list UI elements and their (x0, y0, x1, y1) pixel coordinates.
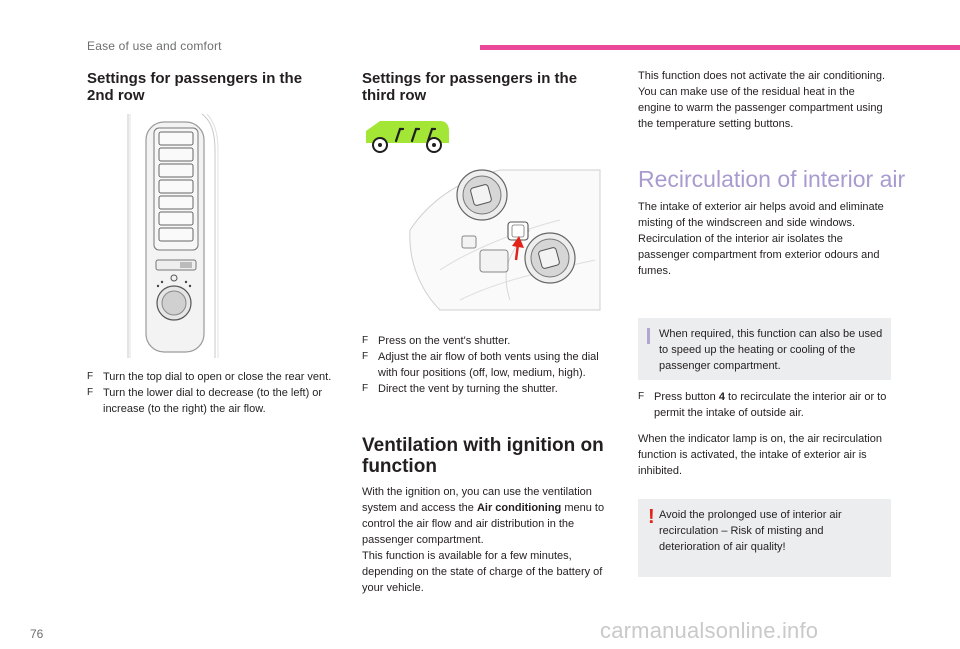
header-accent-bar (480, 45, 960, 50)
page-number: 76 (30, 627, 44, 641)
section-header-label: Ease of use and comfort (87, 39, 222, 53)
indicator-lamp-paragraph: When the indicator lamp is on, the air recirculation function is activated, the intake of exterior air is inhibited. (638, 433, 882, 477)
warning-exclamation-icon: ! (648, 506, 655, 528)
col3-intro: This function does not activate the air conditioning. You can make use of the residual heat in the engine to warm the passenger compartment using the temperature setting buttons. (638, 70, 886, 130)
step-marker: F (87, 387, 94, 398)
step-marker: F (638, 391, 645, 402)
info-icon (647, 328, 650, 344)
list-item: F Press on the vent's shutter. (362, 335, 511, 347)
recirculation-section-title: Recirculation of interior air (638, 166, 906, 192)
list-item: F Turn the top dial to open or close the rear vent. (87, 371, 332, 383)
ventilation-availability-text: This function is available for a few minutes, depending on the state of charge of the battery of your vehicle. (362, 550, 603, 594)
list-item: F Adjust the air flow of both vents using the dial with four positions (off, low, medium, high). (362, 351, 599, 379)
col2-title: Settings for passengers in the third row (362, 70, 578, 104)
warning-note-text: Avoid the prolonged use of interior air recirculation – Risk of misting and deterioration of air quality! (659, 509, 842, 553)
air-conditioning-menu-name: Air conditioning (476, 502, 562, 514)
list-item: F Turn the lower dial to decrease (to the left) or increase (to the right) the air flow. (87, 387, 323, 415)
col1-steps (87, 369, 332, 417)
step-marker: F (362, 383, 369, 394)
button-number: 4 (718, 391, 725, 403)
col1-title: Settings for passengers in the 2nd row (87, 70, 303, 104)
col3-steps (638, 389, 890, 421)
ventilation-paragraph: With the ignition on, you can use the ventilation system and access the Air conditioning menu to control the air flow and air distribution in the passenger compartment. This function is available for a few minutes, depending on the state of charge of the battery of your vehicle. (362, 486, 605, 594)
info-note-text: When required, this function can also be used to speed up the heating or cooling of the passenger compartment. (659, 328, 883, 372)
warning-note-box (638, 499, 891, 577)
step-marker: F (87, 371, 94, 382)
col2-steps (362, 333, 612, 397)
step-marker: F (362, 351, 369, 362)
third-row-vent-illustration (400, 160, 610, 320)
list-item: F Press button 4 to recirculate the interior air or to permit the intake of outside air. (638, 391, 887, 419)
recirculation-paragraph: The intake of exterior air helps avoid and eliminate misting of the windscreen and side windows. Recirculation of the interior air isolates the passenger compartment from exterior odours and fumes. (638, 201, 884, 277)
info-note-box (638, 318, 891, 380)
watermark-text: carmanualsonline.info (600, 618, 819, 643)
list-item: F Direct the vent by turning the shutter. (362, 383, 558, 395)
vehicle-third-row-icon (362, 115, 452, 155)
step-marker: F (362, 335, 369, 346)
ventilation-section-title: Ventilation with ignition on function (362, 435, 604, 477)
rear-vent-panel-illustration (110, 110, 230, 360)
